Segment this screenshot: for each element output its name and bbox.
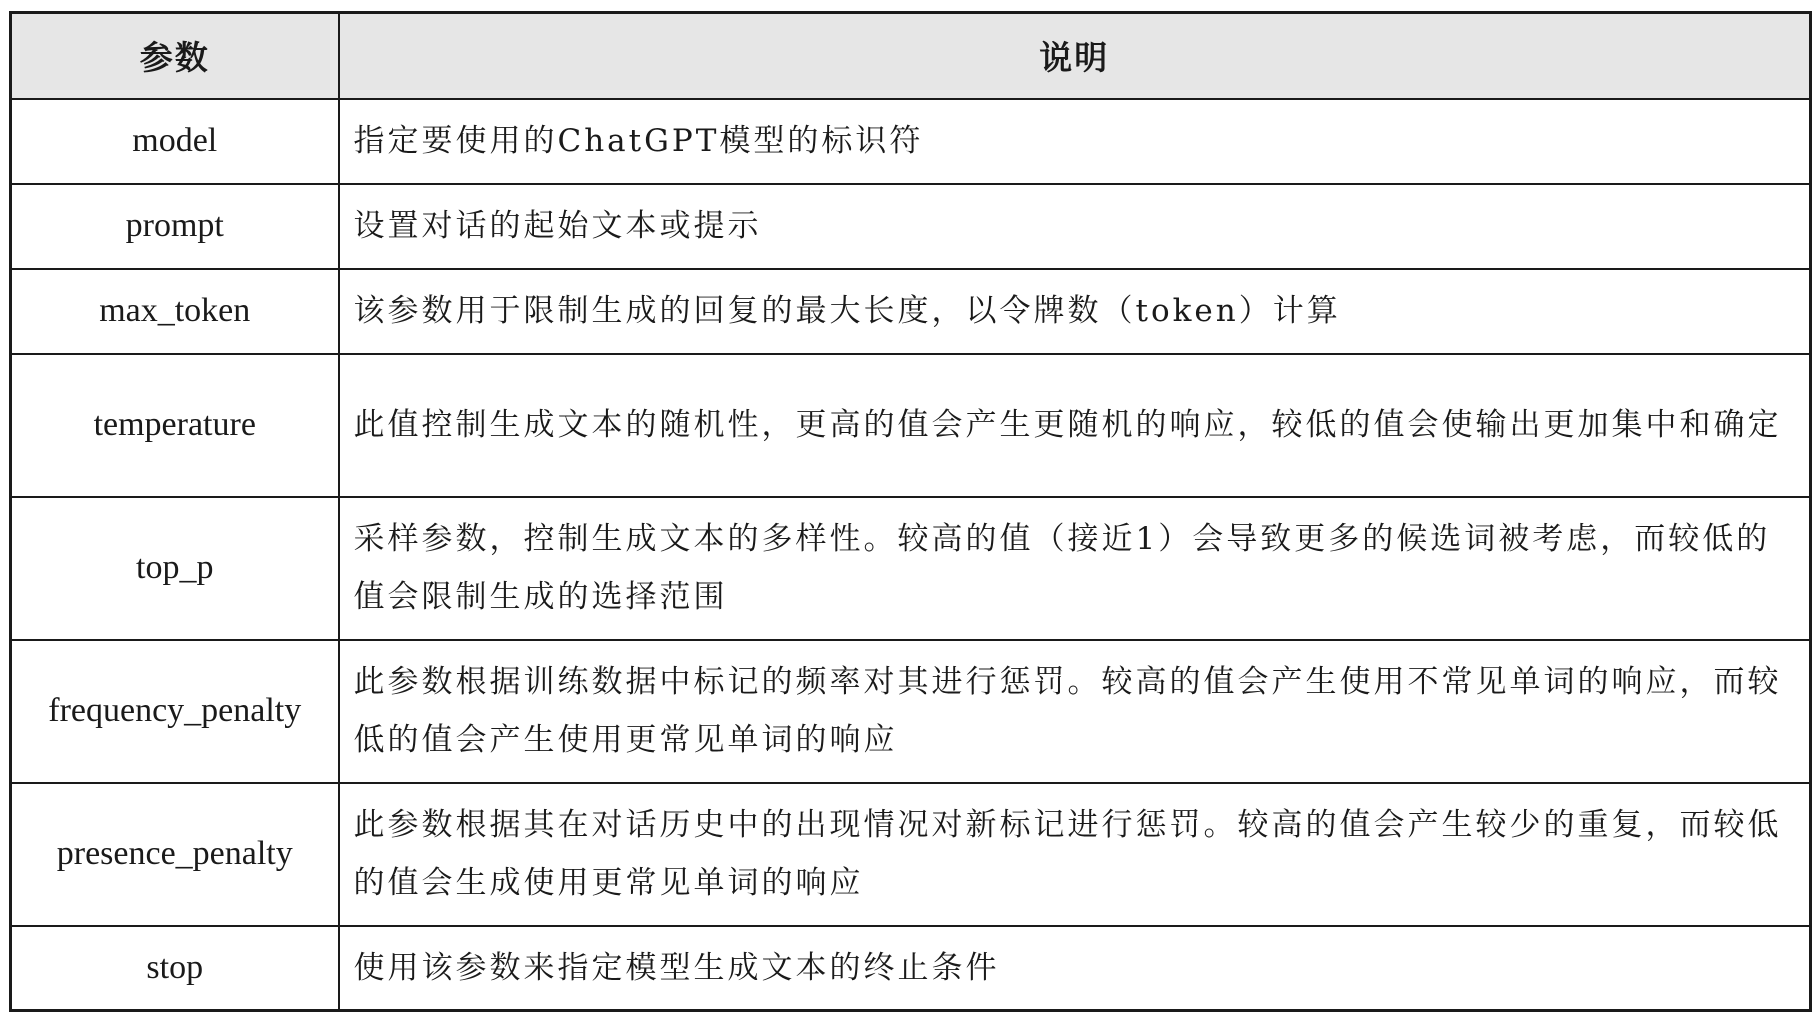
table-row [11,926,1811,1011]
param-cell: temperature [11,354,339,497]
description-cell: 采样参数，控制生成文本的多样性。较高的值（接近1）会导致更多的候选词被考虑，而较低的值会限制生成的选择范围 [339,497,1811,640]
table-row [11,184,1811,269]
param-cell: top_p [11,497,339,640]
parameter-table-container [9,11,1809,1012]
description-cell: 设置对话的起始文本或提示 [339,184,1811,269]
table-row [11,99,1811,184]
table-row [11,640,1811,783]
param-cell: frequency_penalty [11,640,339,783]
param-cell: prompt [11,184,339,269]
description-cell: 使用该参数来指定模型生成文本的终止条件 [339,926,1811,1011]
param-cell: stop [11,926,339,1011]
table-row [11,497,1811,640]
table-row [11,269,1811,354]
description-cell: 此参数根据其在对话历史中的出现情况对新标记进行惩罚。较高的值会产生较少的重复，而较低的值会生成使用更常见单词的响应 [339,783,1811,926]
description-cell: 此参数根据训练数据中标记的频率对其进行惩罚。较高的值会产生使用不常见单词的响应，而较低的值会产生使用更常见单词的响应 [339,640,1811,783]
param-cell: model [11,99,339,184]
description-cell: 该参数用于限制生成的回复的最大长度，以令牌数（token）计算 [339,269,1811,354]
description-cell: 指定要使用的ChatGPT模型的标识符 [339,99,1811,184]
param-cell: max_token [11,269,339,354]
param-cell: presence_penalty [11,783,339,926]
description-cell: 此值控制生成文本的随机性，更高的值会产生更随机的响应，较低的值会使输出更加集中和确定 [339,354,1811,497]
parameter-table [9,11,1812,1012]
header-param: 参数 [11,13,339,99]
table-row [11,783,1811,926]
table-row [11,354,1811,497]
table-header-row [11,13,1811,99]
header-description: 说明 [339,13,1811,99]
